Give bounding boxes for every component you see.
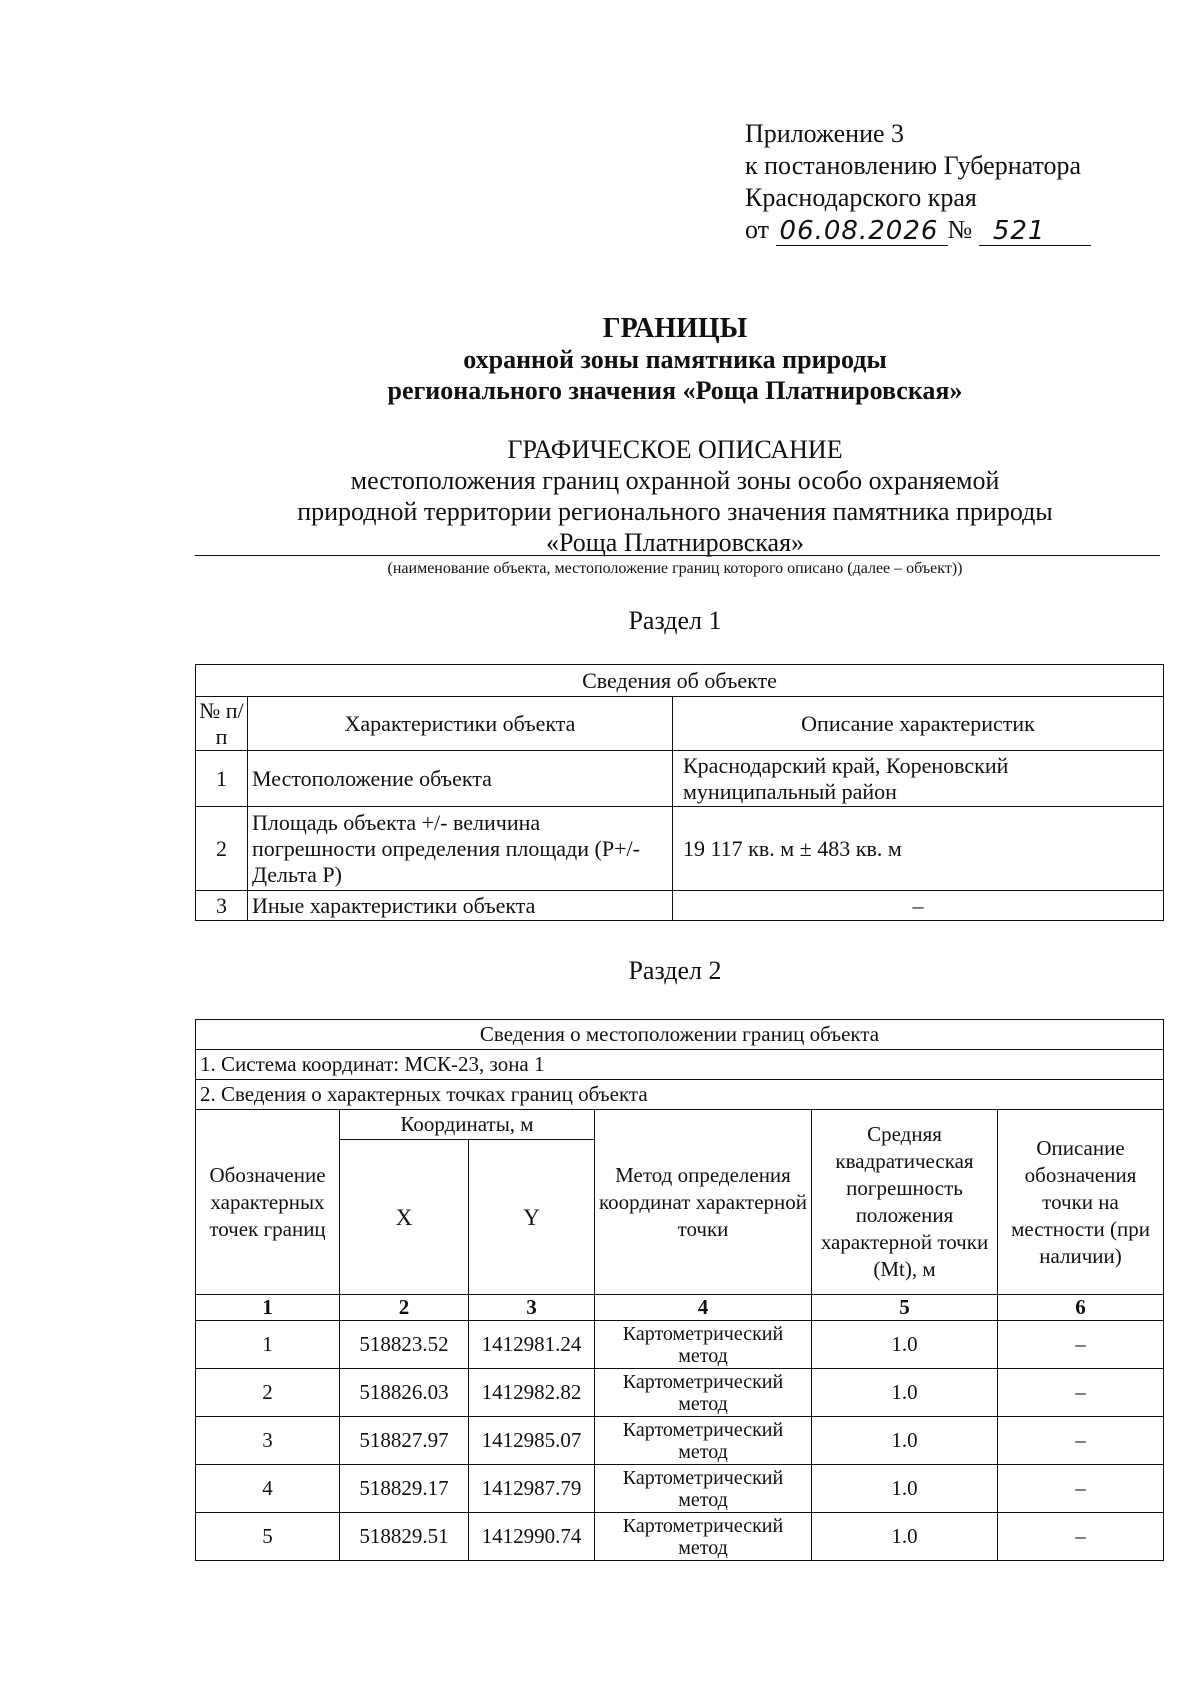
row-no: 2 [196, 807, 248, 891]
appendix-line-2: к постановлению Губернатора [745, 151, 1082, 180]
graphic-heading: ГРАФИЧЕСКОЕ ОПИСАНИЕ [507, 435, 843, 464]
point-method: Картометрический метод [595, 1465, 812, 1513]
number-label: № [947, 215, 973, 244]
row-desc: Краснодарский край, Кореновский муниципальный район [673, 751, 1164, 807]
col-header-error: Средняя квадратическая погрешность положения характерной точки (Mt), м [812, 1110, 998, 1295]
point-id: 1 [196, 1321, 340, 1369]
col-header-char: Характеристики объекта [248, 697, 673, 751]
table-row [196, 1321, 1164, 1369]
coordinate-system: 1. Система координат: МСК-23, зона 1 [196, 1050, 1164, 1080]
graphic-note: (наименование объекта, местоположение границ которого описано (далее – объект)) [387, 560, 963, 577]
point-y: 1412990.74 [469, 1513, 595, 1561]
col-header-desc: Описание характеристик [673, 697, 1164, 751]
title-sub-1: охранной зоны памятника природы [463, 345, 887, 374]
appendix-block [745, 118, 1091, 246]
title-sub-2: регионального значения «Роща Платнировская» [387, 376, 963, 405]
point-y: 1412982.82 [469, 1369, 595, 1417]
point-method: Картометрический метод [595, 1321, 812, 1369]
point-id: 4 [196, 1465, 340, 1513]
col-header-y: Y [469, 1140, 595, 1295]
point-error: 1.0 [812, 1465, 998, 1513]
boundary-points-table [195, 1019, 1164, 1561]
appendix-line-1: Приложение 3 [745, 119, 905, 148]
point-id: 5 [196, 1513, 340, 1561]
point-y: 1412981.24 [469, 1321, 595, 1369]
handwritten-date: 06.08.2026 [779, 216, 939, 246]
handwritten-number: 521 [992, 216, 1046, 246]
graphic-line-2: природной территории регионального значения памятника природы [297, 497, 1053, 526]
col-header-designation: Обозначение характерных точек границ [196, 1110, 340, 1295]
col-number: 3 [469, 1295, 595, 1321]
col-number: 1 [196, 1295, 340, 1321]
col-header-no: № п/п [196, 697, 248, 751]
point-method: Картометрический метод [595, 1513, 812, 1561]
col-header-x: X [340, 1140, 469, 1295]
table-row [196, 1417, 1164, 1465]
point-x: 518829.17 [340, 1465, 469, 1513]
point-method: Картометрический метод [595, 1417, 812, 1465]
table-title: Сведения о местоположении границ объекта [196, 1020, 1164, 1050]
graphic-line-3: «Роща Платнировская» [545, 528, 805, 557]
point-error: 1.0 [812, 1417, 998, 1465]
point-x: 518826.03 [340, 1369, 469, 1417]
row-desc: – [673, 891, 1164, 921]
table-row [196, 1465, 1164, 1513]
col-header-coords: Координаты, м [340, 1110, 595, 1140]
point-id: 2 [196, 1369, 340, 1417]
section-1-title: Раздел 1 [628, 606, 722, 635]
point-error: 1.0 [812, 1321, 998, 1369]
graphic-line-1: местоположения границ охранной зоны особо охраняемой [350, 466, 1000, 495]
point-method: Картометрический метод [595, 1369, 812, 1417]
point-description: – [998, 1321, 1164, 1369]
appendix-line-3: Краснодарского края [745, 183, 977, 212]
row-no: 1 [196, 751, 248, 807]
appendix-date-line [745, 214, 1091, 246]
col-number: 6 [998, 1295, 1164, 1321]
table-row [196, 1513, 1164, 1561]
point-x: 518827.97 [340, 1417, 469, 1465]
point-id: 3 [196, 1417, 340, 1465]
col-number: 2 [340, 1295, 469, 1321]
document-title [190, 314, 1160, 406]
point-description: – [998, 1465, 1164, 1513]
object-info-table [195, 664, 1164, 921]
table-row [196, 807, 1164, 891]
col-number: 5 [812, 1295, 998, 1321]
graphic-description [190, 434, 1160, 558]
divider [195, 555, 1160, 556]
table-row [196, 891, 1164, 921]
section-2-title: Раздел 2 [628, 956, 722, 985]
col-header-description: Описание обозначения точки на местности (при наличии) [998, 1110, 1164, 1295]
row-desc: 19 117 кв. м ± 483 кв. м [673, 807, 1164, 891]
table-title: Сведения об объекте [196, 665, 1164, 697]
point-error: 1.0 [812, 1369, 998, 1417]
date-field [776, 215, 948, 246]
point-y: 1412985.07 [469, 1417, 595, 1465]
point-description: – [998, 1417, 1164, 1465]
table-row [196, 1369, 1164, 1417]
col-header-method: Метод определения координат характерной точки [595, 1110, 812, 1295]
row-char: Площадь объекта +/- величина погрешности определения площади (Р+/- Дельта Р) [248, 807, 673, 891]
point-error: 1.0 [812, 1513, 998, 1561]
point-description: – [998, 1369, 1164, 1417]
row-no: 3 [196, 891, 248, 921]
point-x: 518823.52 [340, 1321, 469, 1369]
from-label: от [745, 215, 770, 244]
row-char: Местоположение объекта [248, 751, 673, 807]
title-main: ГРАНИЦЫ [602, 313, 748, 344]
number-field [979, 215, 1091, 246]
point-x: 518829.51 [340, 1513, 469, 1561]
point-y: 1412987.79 [469, 1465, 595, 1513]
table-row [196, 751, 1164, 807]
point-description: – [998, 1513, 1164, 1561]
row-char: Иные характеристики объекта [248, 891, 673, 921]
points-title: 2. Сведения о характерных точках границ объекта [196, 1080, 1164, 1110]
col-number: 4 [595, 1295, 812, 1321]
